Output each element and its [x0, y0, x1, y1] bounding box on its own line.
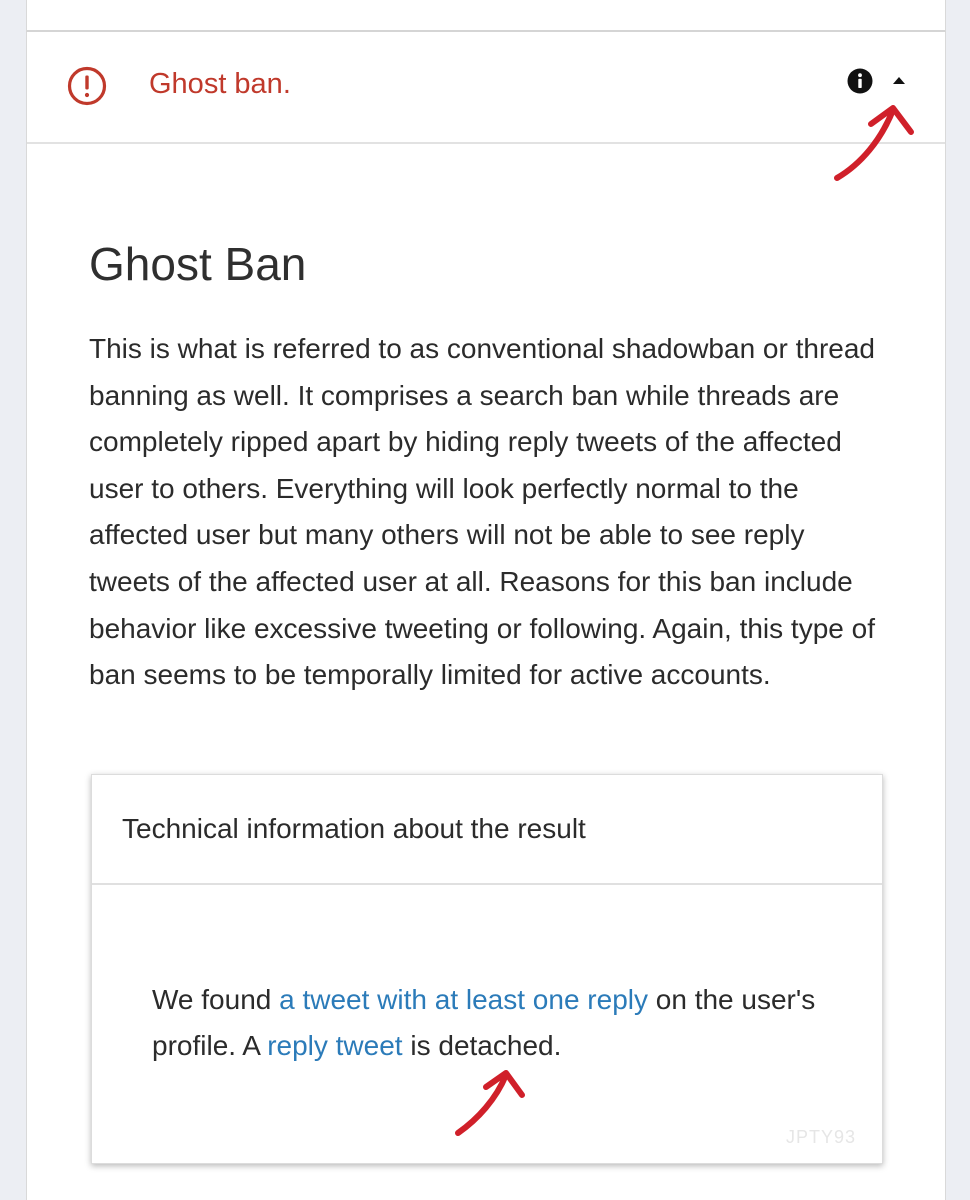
- technical-info-title: Technical information about the result: [122, 813, 586, 844]
- technical-info-text: [152, 977, 852, 1069]
- previous-card-edge: [26, 0, 946, 32]
- technical-text-part: We found: [152, 984, 280, 1015]
- result-header[interactable]: [27, 32, 945, 144]
- tweet-with-reply-link[interactable]: a tweet with at least one reply: [279, 984, 648, 1015]
- technical-text-part: is detached.: [402, 1030, 562, 1061]
- ban-description: This is what is referred to as conventional shadowban or thread banning as well. It comprises a search ban while threads are completely ripped apart by hiding reply tweets of the affected user to others. Everything will look perfectly normal to the affected user but many others will not be able to see reply tweets of the affected user at all. Reasons for this ban include behavior like excessive tweeting or following. Again, this type of ban seems to be temporally limited for active accounts.: [89, 333, 875, 691]
- annotation-arrow-icon: [448, 1063, 532, 1143]
- ban-type-heading: Ghost Ban: [89, 238, 307, 290]
- result-card: [26, 32, 946, 1200]
- info-icon[interactable]: [847, 68, 873, 94]
- result-title: Ghost ban.: [149, 68, 291, 100]
- technical-info-panel: [91, 774, 883, 1164]
- annotation-arrow-icon: [827, 94, 919, 186]
- watermark: JPTY93: [786, 1127, 857, 1147]
- alert-circle-icon: [67, 66, 107, 106]
- caret-up-icon[interactable]: [892, 76, 906, 85]
- reply-tweet-link[interactable]: reply tweet: [267, 1030, 403, 1061]
- technical-info-header: [92, 775, 882, 885]
- technical-text-part: on the user's profile. A: [152, 984, 816, 1061]
